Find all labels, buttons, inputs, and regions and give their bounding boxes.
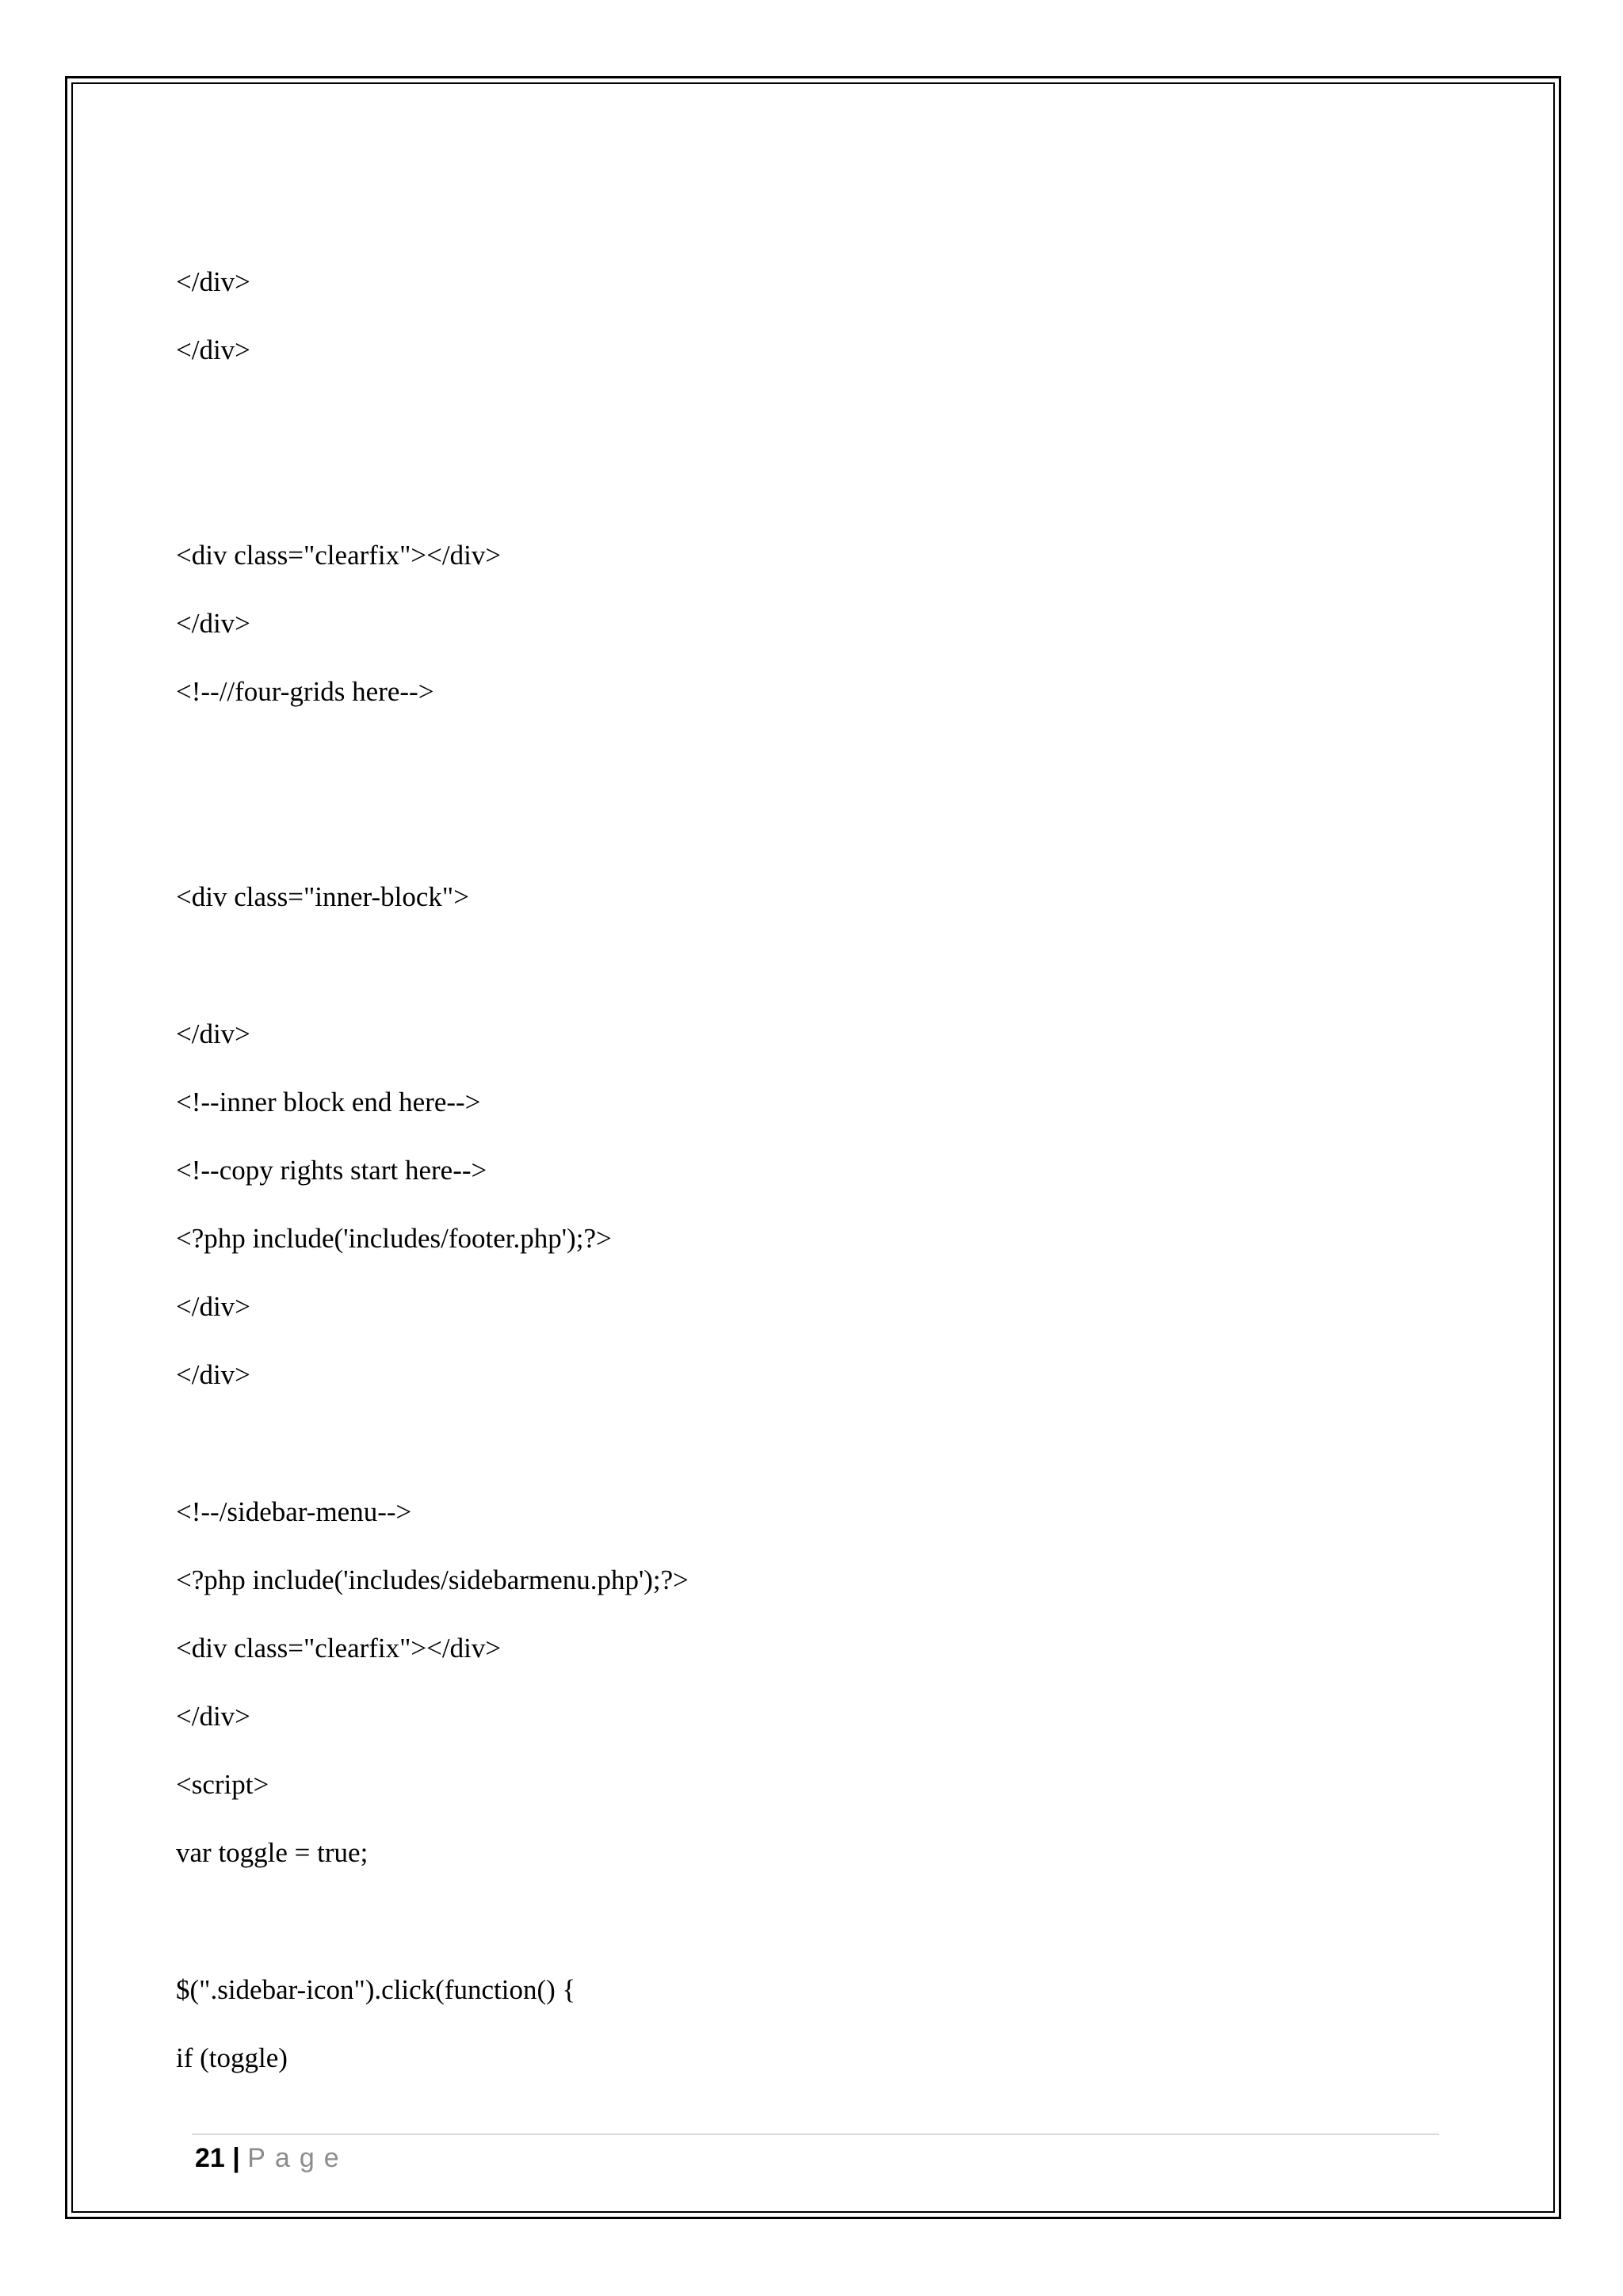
- code-line: </div>: [176, 608, 250, 639]
- code-line: <!--/sidebar-menu-->: [176, 1496, 412, 1527]
- code-line: <!--inner block end here-->: [176, 1087, 481, 1117]
- code-line: <!--copy rights start here-->: [176, 1155, 487, 1186]
- page-number: 21: [195, 2143, 225, 2173]
- code-line: </div>: [176, 334, 250, 365]
- code-line: if (toggle): [176, 2042, 288, 2073]
- footer-divider: [192, 2134, 1439, 2135]
- code-line: <div class="inner-block">: [176, 881, 469, 912]
- code-line: var toggle = true;: [176, 1837, 369, 1868]
- page-footer: [195, 2140, 349, 2176]
- code-line: </div>: [176, 1359, 250, 1390]
- page-label: Page: [247, 2143, 349, 2173]
- code-line: <?php include('includes/footer.php');?>: [176, 1223, 612, 1254]
- code-line: <script>: [176, 1769, 269, 1800]
- code-line: </div>: [176, 1018, 250, 1049]
- code-line: <div class="clearfix"></div>: [176, 1633, 502, 1664]
- page-separator: |: [232, 2143, 240, 2173]
- code-line: </div>: [176, 1291, 250, 1322]
- code-line: </div>: [176, 1701, 250, 1732]
- code-line: <div class="clearfix"></div>: [176, 540, 502, 571]
- code-line: </div>: [176, 266, 250, 297]
- code-line: <?php include('includes/sidebarmenu.php');?>: [176, 1564, 689, 1595]
- page-border-inner: [71, 82, 1555, 2213]
- code-line: $(".sidebar-icon").click(function() {: [176, 1974, 576, 2005]
- code-line: <!--//four-grids here-->: [176, 676, 434, 707]
